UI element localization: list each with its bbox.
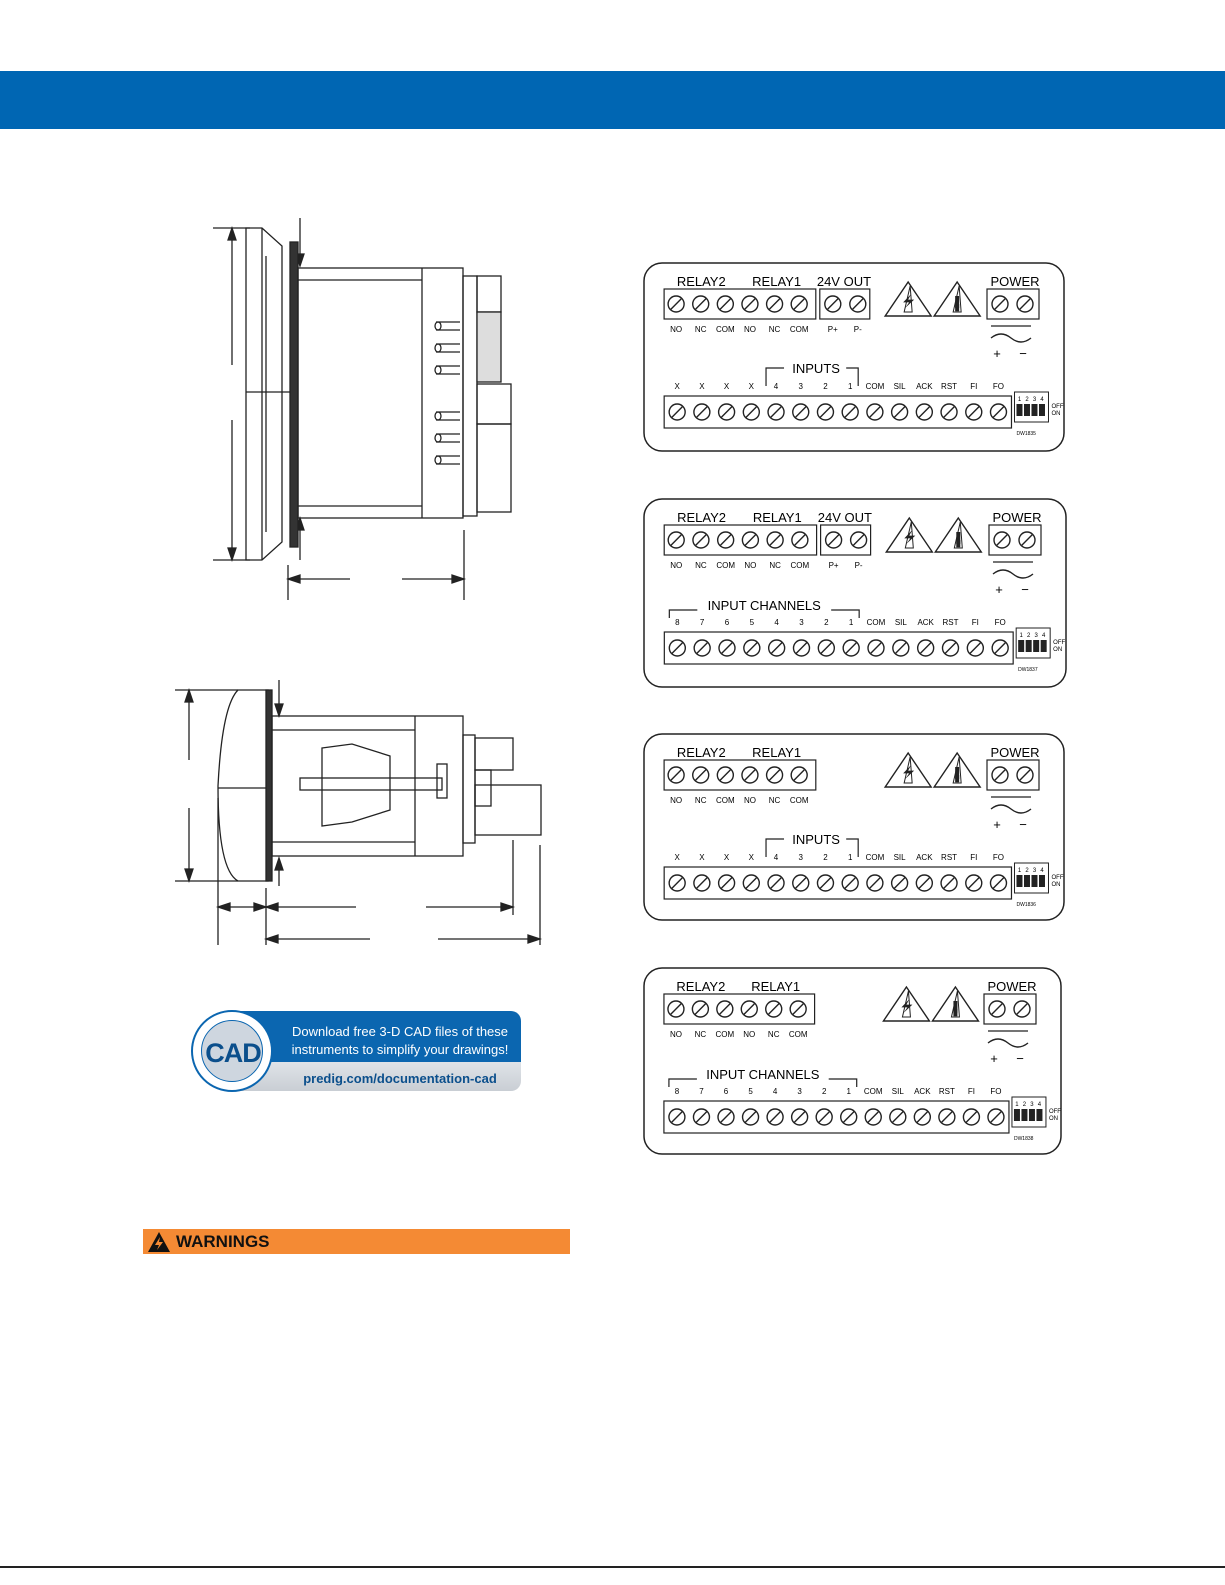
relay-terminal-label: NC [695,561,707,570]
power-minus-sign: − [1016,1051,1024,1066]
input-terminal-label: FO [992,853,1005,862]
dip-number: 2 [1025,397,1029,403]
input-terminal-screw [916,404,932,420]
input-terminal-label: 7 [699,618,705,627]
relay2-label: RELAY2 [676,745,726,760]
relay-terminal-screw [767,767,783,783]
input-terminal-screw [939,1109,955,1125]
warnings-bar [143,1229,570,1254]
dip-off-label: OFF [1051,875,1064,881]
dip-switch-lever [1033,640,1039,652]
dip-switch-lever [1016,875,1022,887]
input-terminal-label: FI [971,618,979,627]
input-terminal-screw [914,1109,930,1125]
dip-switch-lever [1026,640,1032,652]
header-bar [0,71,1225,129]
relay-terminal-screw [717,296,733,312]
power-minus-sign: − [1019,346,1027,361]
input-terminal-label: 1 [847,853,853,862]
input-terminal-screw [963,1109,979,1125]
input-terminal-label: X [699,382,705,391]
relay-terminal-label: NC [769,561,781,570]
input-terminal-screw [890,1109,906,1125]
dip-number: 2 [1022,1102,1027,1108]
dip-switch-lever [1024,404,1030,416]
inputs-title: INPUT CHANNELS [706,1067,820,1082]
dip-number: 4 [1037,1102,1042,1108]
dip-switch-lever [1041,640,1047,652]
input-terminal-label: ACK [916,853,933,862]
relay-terminal-label: NC [694,325,707,334]
input-terminal-label: X [723,382,730,391]
relay-terminal-screw [693,767,709,783]
footer-rule [0,1566,1225,1568]
dip-on-label: ON [1051,882,1061,888]
dip-switch-lever [1024,875,1030,887]
input-terminal-label: ACK [916,382,933,391]
relay-terminal-screw [668,1001,684,1017]
input-terminal-label: 1 [848,618,854,627]
relay-terminal-label: COM [790,561,810,570]
input-terminal-label: FI [970,853,978,862]
dip-off-label: OFF [1048,1109,1061,1115]
input-terminal-screw [694,404,710,420]
input-terminal-screw [719,640,735,656]
dip-number: 1 [1015,1102,1019,1108]
input-terminal-screw [892,404,908,420]
input-terminal-screw [743,1109,759,1125]
power-terminal-screw [1017,296,1033,312]
input-terminal-label: 2 [823,382,828,391]
input-terminal-screw [988,1109,1004,1125]
input-terminal-screw [793,404,809,420]
input-terminal-screw [967,640,983,656]
power-terminal-screw [989,1001,1005,1017]
input-terminal-screw [843,640,859,656]
cad-download-badge[interactable] [191,1010,521,1094]
input-terminal-label: X [674,853,680,862]
side-view-drawing-top [205,214,525,604]
input-terminal-screw [867,404,883,420]
side-view-drawing-bottom [170,678,550,950]
relay-terminal-screw [792,532,808,548]
terminal-panel [643,733,1065,921]
input-terminal-label: ACK [914,1087,931,1096]
input-terminal-label: 5 [748,1087,753,1096]
relay-terminal-label: NO [670,325,683,334]
cad-banner [235,1011,521,1091]
dip-switch-lever [1016,404,1022,416]
input-terminal-label: 6 [723,1087,729,1096]
relay1-label: RELAY1 [752,745,802,760]
out-terminal-label: P- [853,325,862,334]
power-plus-sign: + [993,346,1001,361]
input-terminal-label: COM [865,853,885,862]
relay-terminal-label: NO [743,1030,756,1039]
input-terminal-screw [743,404,759,420]
relay-terminal-label: NC [767,1030,780,1039]
relay-terminal-screw [668,532,684,548]
input-terminal-screw [743,875,759,891]
inputs-title: INPUTS [792,832,840,847]
input-terminal-screw [941,404,957,420]
input-terminal-screw [694,875,710,891]
input-terminal-screw [767,1109,783,1125]
input-terminal-label: 4 [772,1087,778,1096]
power-label: POWER [992,510,1042,525]
out-terminal-screw [826,532,842,548]
input-terminal-screw [669,404,685,420]
relay-terminal-label: COM [715,325,735,334]
input-terminal-screw [893,640,909,656]
dip-number: 1 [1019,633,1023,639]
input-terminal-label: 2 [823,853,828,862]
relay-terminal-screw [791,767,807,783]
dip-on-label: ON [1051,411,1061,417]
input-terminal-label: COM [865,382,885,391]
relay-terminal-screw [718,532,734,548]
relay-terminal-label: COM [715,796,735,805]
input-terminal-label: COM [866,618,886,627]
input-terminal-label: SIL [894,618,907,627]
input-terminal-screw [744,640,760,656]
input-terminal-label: 8 [675,618,680,627]
part-number: DW1838 [1013,1136,1034,1142]
input-terminal-label: FO [990,1087,1002,1096]
relay-terminal-screw [767,296,783,312]
relay-terminal-label: COM [716,561,736,570]
power-terminal-screw [994,532,1010,548]
input-terminal-screw [719,404,735,420]
relay2-label: RELAY2 [676,274,726,289]
input-terminal-label: X [674,382,680,391]
out-terminal-label: P+ [827,325,838,334]
relay-terminal-screw [668,296,684,312]
input-terminal-screw [768,404,784,420]
relay-terminal-screw [668,767,684,783]
out-terminal-screw [851,532,867,548]
input-terminal-screw [990,404,1006,420]
relay-terminal-label: NO [669,1030,682,1039]
relay2-label: RELAY2 [676,979,726,994]
input-terminal-label: 3 [798,853,803,862]
dip-off-label: OFF [1053,640,1066,646]
relay-terminal-screw [741,1001,757,1017]
out-terminal-label: P- [854,561,863,570]
relay-terminal-label: NO [743,796,756,805]
input-terminal-screw [718,1109,734,1125]
input-terminal-screw [693,1109,709,1125]
dip-switch-lever [1039,404,1045,416]
input-terminal-label: X [699,853,705,862]
part-number: DW1835 [1016,431,1036,437]
input-terminal-label: RST [942,618,959,627]
input-terminal-screw [818,640,834,656]
input-terminal-screw [892,875,908,891]
relay-terminal-screw [742,296,758,312]
relay1-label: RELAY1 [752,510,802,525]
inputs-title: INPUT CHANNELS [707,598,821,613]
power-terminal-screw [1019,532,1035,548]
input-terminal-label: 3 [797,1087,802,1096]
relay-terminal-label: NC [694,796,707,805]
power-minus-sign: − [1019,817,1027,832]
input-terminal-label: 7 [699,1087,704,1096]
dip-number: 3 [1034,633,1038,639]
cad-seal [191,1010,273,1092]
relay-terminal-label: COM [788,1030,808,1039]
input-terminal-label: 1 [846,1087,851,1096]
power-plus-sign: + [993,817,1001,832]
input-terminal-screw [966,875,982,891]
relay1-label: RELAY1 [752,274,802,289]
relay-terminal-screw [693,296,709,312]
dip-switch-lever [1039,875,1045,887]
dip-off-label: OFF [1051,404,1064,410]
out-terminal-screw [825,296,841,312]
dip-number: 3 [1032,868,1037,874]
input-terminal-label: FO [992,382,1005,391]
input-terminal-screw [842,875,858,891]
inputs-title: INPUTS [792,361,840,376]
input-terminal-label: 8 [674,1087,680,1096]
input-terminal-screw [793,640,809,656]
relay-terminal-screw [742,767,758,783]
power-plus-sign: + [990,1051,998,1066]
input-terminal-label: COM [863,1087,883,1096]
relay1-label: RELAY1 [751,979,801,994]
input-terminal-screw [793,875,809,891]
input-terminal-label: 2 [821,1087,827,1096]
relay-terminal-screw [767,532,783,548]
input-terminal-screw [669,640,685,656]
warnings-label: WARNINGS [176,1232,270,1251]
dip-switch-lever [1031,404,1037,416]
relay-terminal-screw [693,532,709,548]
terminal-panel [643,967,1062,1155]
relay-terminal-screw [790,1001,806,1017]
cad-line-1: Download free 3-D CAD files of these [291,1024,509,1039]
input-terminal-screw [817,404,833,420]
input-terminal-label: RST [941,853,958,862]
input-terminal-label: 5 [749,618,755,627]
dip-number: 4 [1040,397,1044,403]
out-terminal-label: P+ [828,561,839,570]
input-terminal-screw [769,640,785,656]
dip-number: 4 [1040,868,1044,874]
input-terminal-label: FI [970,382,978,391]
input-terminal-label: 6 [724,618,730,627]
input-terminal-screw [966,404,982,420]
cad-url-link[interactable]: predig.com/documentation-cad [303,1071,497,1086]
cad-line-2: instruments to simplify your drawings! [291,1042,509,1057]
input-terminal-screw [669,875,685,891]
relay-terminal-label: NO [743,325,756,334]
part-number: DW1836 [1016,902,1036,908]
input-terminal-screw [842,404,858,420]
dip-number: 1 [1017,397,1022,403]
input-terminal-label: X [723,853,730,862]
relay-terminal-screw [717,767,733,783]
relay-terminal-label: NC [694,1030,707,1039]
input-terminal-screw [841,1109,857,1125]
dip-switch-lever [1031,875,1037,887]
dip-on-label: ON [1053,647,1063,653]
dip-number: 3 [1032,397,1037,403]
relay-terminal-label: COM [789,796,809,805]
input-terminal-screw [768,875,784,891]
relay-terminal-label: NO [670,561,683,570]
input-terminal-screw [865,1109,881,1125]
input-terminal-label: RST [938,1087,955,1096]
input-terminal-screw [816,1109,832,1125]
relay-terminal-screw [766,1001,782,1017]
input-terminal-screw [990,875,1006,891]
input-terminal-label: X [748,382,754,391]
input-terminal-label: 4 [774,618,779,627]
out-terminal-screw [850,296,866,312]
relay-terminal-label: NC [768,796,781,805]
dip-switch-lever [1036,1109,1042,1121]
relay-terminal-screw [717,1001,733,1017]
power-plus-sign: + [995,582,1003,597]
input-terminal-screw [669,1109,685,1125]
power-terminal-screw [992,296,1008,312]
terminal-panel [643,498,1067,688]
input-terminal-screw [868,640,884,656]
input-terminal-label: 3 [798,382,803,391]
input-terminal-label: FI [967,1087,975,1096]
input-terminal-screw [792,1109,808,1125]
input-terminal-screw [916,875,932,891]
input-terminal-screw [992,640,1008,656]
power-terminal-screw [992,767,1008,783]
input-terminal-screw [941,875,957,891]
input-terminal-label: RST [941,382,958,391]
input-terminal-label: FO [994,618,1006,627]
dip-number: 2 [1025,868,1029,874]
power-label: POWER [987,979,1037,994]
dip-number: 1 [1017,868,1022,874]
power-label: POWER [990,745,1040,760]
input-terminal-screw [867,875,883,891]
input-terminal-label: 4 [773,382,779,391]
relay-terminal-label: NO [670,796,683,805]
out24-label: 24V OUT [816,274,872,289]
hazard-icon [147,1231,171,1253]
input-terminal-screw [694,640,710,656]
relay-terminal-label: COM [789,325,809,334]
input-terminal-label: 3 [799,618,804,627]
cad-seal-text: CAD [205,1038,261,1068]
power-terminal-screw [1014,1001,1030,1017]
input-terminal-screw [719,875,735,891]
input-terminal-label: ACK [917,618,934,627]
relay-terminal-label: NC [768,325,781,334]
power-terminal-screw [1017,767,1033,783]
part-number: DW1837 [1018,667,1038,673]
dip-switch-lever [1021,1109,1027,1121]
dip-number: 4 [1041,633,1046,639]
dip-switch-lever [1029,1109,1035,1121]
input-terminal-label: SIL [893,853,906,862]
out24-label: 24V OUT [817,510,872,525]
dip-on-label: ON [1048,1116,1058,1122]
input-terminal-screw [943,640,959,656]
terminal-panel [643,262,1065,452]
input-terminal-label: SIL [891,1087,904,1096]
dip-switch-lever [1014,1109,1020,1121]
relay2-label: RELAY2 [677,510,727,525]
input-terminal-label: 1 [847,382,853,391]
power-label: POWER [990,274,1040,289]
relay-terminal-screw [742,532,758,548]
input-terminal-screw [918,640,934,656]
input-terminal-label: SIL [893,382,906,391]
relay-terminal-screw [692,1001,708,1017]
input-terminal-screw [817,875,833,891]
dip-number: 2 [1026,633,1031,639]
relay-terminal-label: COM [715,1030,735,1039]
input-terminal-label: X [748,853,754,862]
input-terminal-label: 2 [824,618,829,627]
relay-terminal-label: NO [744,561,757,570]
power-minus-sign: − [1021,582,1029,597]
input-terminal-label: 4 [773,853,779,862]
dip-number: 3 [1030,1102,1034,1108]
relay-terminal-screw [791,296,807,312]
dip-switch-lever [1018,640,1024,652]
